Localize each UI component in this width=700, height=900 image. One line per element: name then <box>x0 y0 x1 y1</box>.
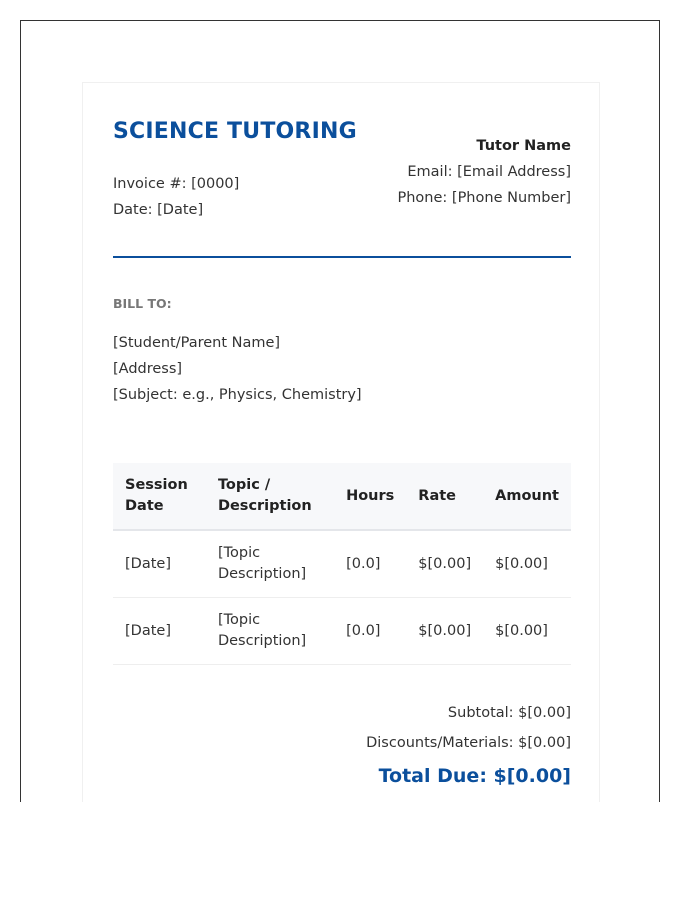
header-topic: Topic / Description <box>206 463 334 530</box>
sessions-table <box>113 463 571 665</box>
cell-rate: $[0.00] <box>406 598 483 665</box>
page-frame <box>20 20 660 802</box>
table-row <box>113 598 571 665</box>
cell-topic: [Topic Description] <box>206 530 334 598</box>
invoice-header <box>113 119 571 258</box>
invoice-card <box>82 82 600 802</box>
header-hours: Hours <box>334 463 406 530</box>
bill-to-details <box>113 330 571 408</box>
invoice-title: SCIENCE TUTORING <box>113 119 357 144</box>
header-amount: Amount <box>483 463 571 530</box>
bill-to-name: [Student/Parent Name] <box>113 335 281 351</box>
bill-to-label: BILL TO: <box>113 296 172 311</box>
header-rate: Rate <box>406 463 483 530</box>
cell-hours: [0.0] <box>334 530 406 598</box>
cell-amount: $[0.00] <box>483 530 571 598</box>
bill-to-section <box>113 296 571 408</box>
cell-hours: [0.0] <box>334 598 406 665</box>
subtotal: Subtotal: $[0.00] <box>447 705 571 721</box>
invoice-date: Date: [Date] <box>113 202 204 218</box>
cell-topic: [Topic Description] <box>206 598 334 665</box>
cell-session-date: [Date] <box>113 598 206 665</box>
bill-to-address: [Address] <box>113 361 183 377</box>
cell-amount: $[0.00] <box>483 598 571 665</box>
invoice-number: Invoice #: [0000] <box>113 176 240 192</box>
table-header-row <box>113 463 571 530</box>
header-session-date: Session Date <box>113 463 206 530</box>
total-due: Total Due: $[0.00] <box>378 765 571 787</box>
discounts-materials: Discounts/Materials: $[0.00] <box>366 735 571 751</box>
tutor-name: Tutor Name <box>476 138 571 154</box>
tutor-phone: Phone: [Phone Number] <box>397 190 571 206</box>
cell-session-date: [Date] <box>113 530 206 598</box>
invoice-content <box>113 119 571 787</box>
tutor-email: Email: [Email Address] <box>407 164 571 180</box>
invoice-meta <box>113 171 239 223</box>
cell-rate: $[0.00] <box>406 530 483 598</box>
table-row <box>113 530 571 598</box>
tutor-info <box>398 133 572 211</box>
bill-to-subject: [Subject: e.g., Physics, Chemistry] <box>113 387 362 403</box>
totals-section <box>113 703 571 787</box>
